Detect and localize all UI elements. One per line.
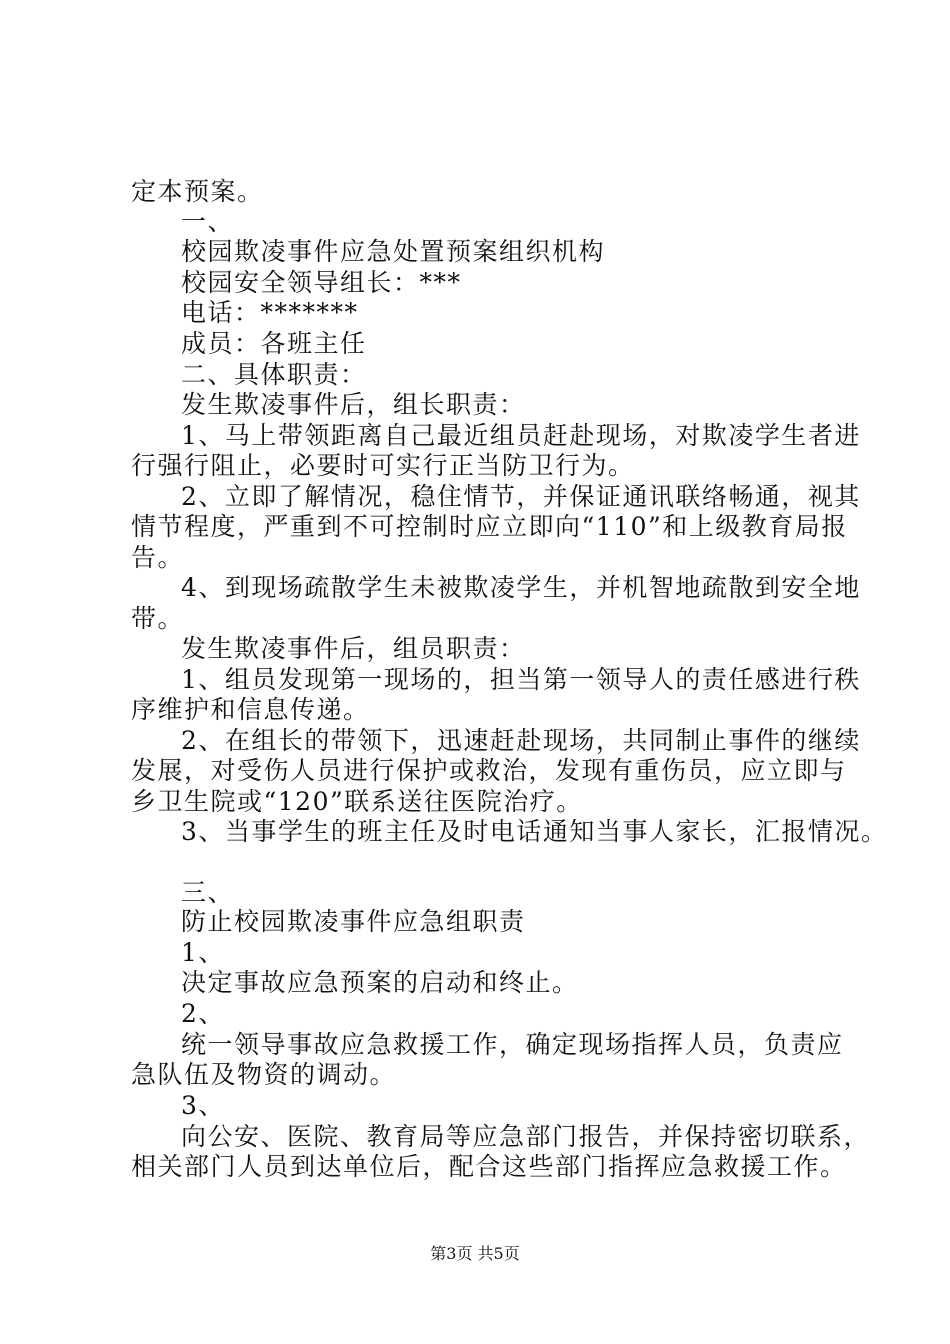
text-line-25: 1、 [181,938,225,967]
text-line-6: 成员：各班主任 [181,329,367,358]
text-line-9: 1、马上带领距离自己最近组员赶赴现场，对欺凌学生者进 [181,421,861,450]
text-line-16: 发生欺凌事件后，组员职责： [181,634,526,663]
text-line-18: 序维护和信息传递。 [131,695,370,724]
text-line-27: 2、 [181,999,225,1028]
text-line-17: 1、组员发现第一现场的，担当第一领导人的责任感进行秩 [181,665,861,694]
text-line-12: 情节程度，严重到不可控制时应立即向“110”和上级教育局报 [131,512,848,541]
text-line-11: 2、立即了解情况，稳住情节，并保证通讯联络畅通，视其 [181,482,861,511]
text-line-5: 电话：******* [181,298,359,327]
page-number-footer: 第3页 共5页 [430,1244,520,1263]
text-line-21: 乡卫生院或“120”联系送往医院治疗。 [131,787,583,816]
text-line-19: 2、在组长的带领下，迅速赶赴现场，共同制止事件的继续 [181,726,861,755]
text-line-30: 3、 [181,1091,225,1120]
text-line-23: 三、 [181,878,235,907]
text-line-4: 校园安全领导组长：*** [181,268,462,297]
text-line-22: 3、当事学生的班主任及时电话通知当事人家长，汇报情况。 [181,817,888,846]
section-heading-3: 防止校园欺凌事件应急组职责 [181,907,526,936]
text-line-26: 决定事故应急预案的启动和终止。 [181,968,579,997]
text-line-15: 带。 [131,604,185,633]
text-line-10: 行强行阻止，必要时可实行正当防卫行为。 [131,451,635,480]
text-line-14: 4、到现场疏散学生未被欺凌学生，并机智地疏散到安全地 [181,573,861,602]
text-line-2: 一、 [181,207,235,236]
text-line-28: 统一领导事故应急救援工作，确定现场指挥人员，负责应 [181,1030,844,1059]
text-line-31: 向公安、医院、教育局等应急部门报告，并保持密切联系， [181,1122,871,1151]
section-heading-2: 二、具体职责： [181,360,367,389]
text-line-20: 发展，对受伤人员进行保护或救治，发现有重伤员，应立即与 [131,756,847,785]
text-line-32: 相关部门人员到达单位后，配合这些部门指挥应急救援工作。 [131,1152,847,1181]
text-line-8: 发生欺凌事件后，组长职责： [181,390,526,419]
text-line-29: 急队伍及物资的调动。 [131,1060,397,1089]
section-heading-1: 校园欺凌事件应急处置预案组织机构 [181,237,606,266]
text-line-13: 告。 [131,543,185,572]
text-line-1: 定本预案。 [131,177,264,206]
